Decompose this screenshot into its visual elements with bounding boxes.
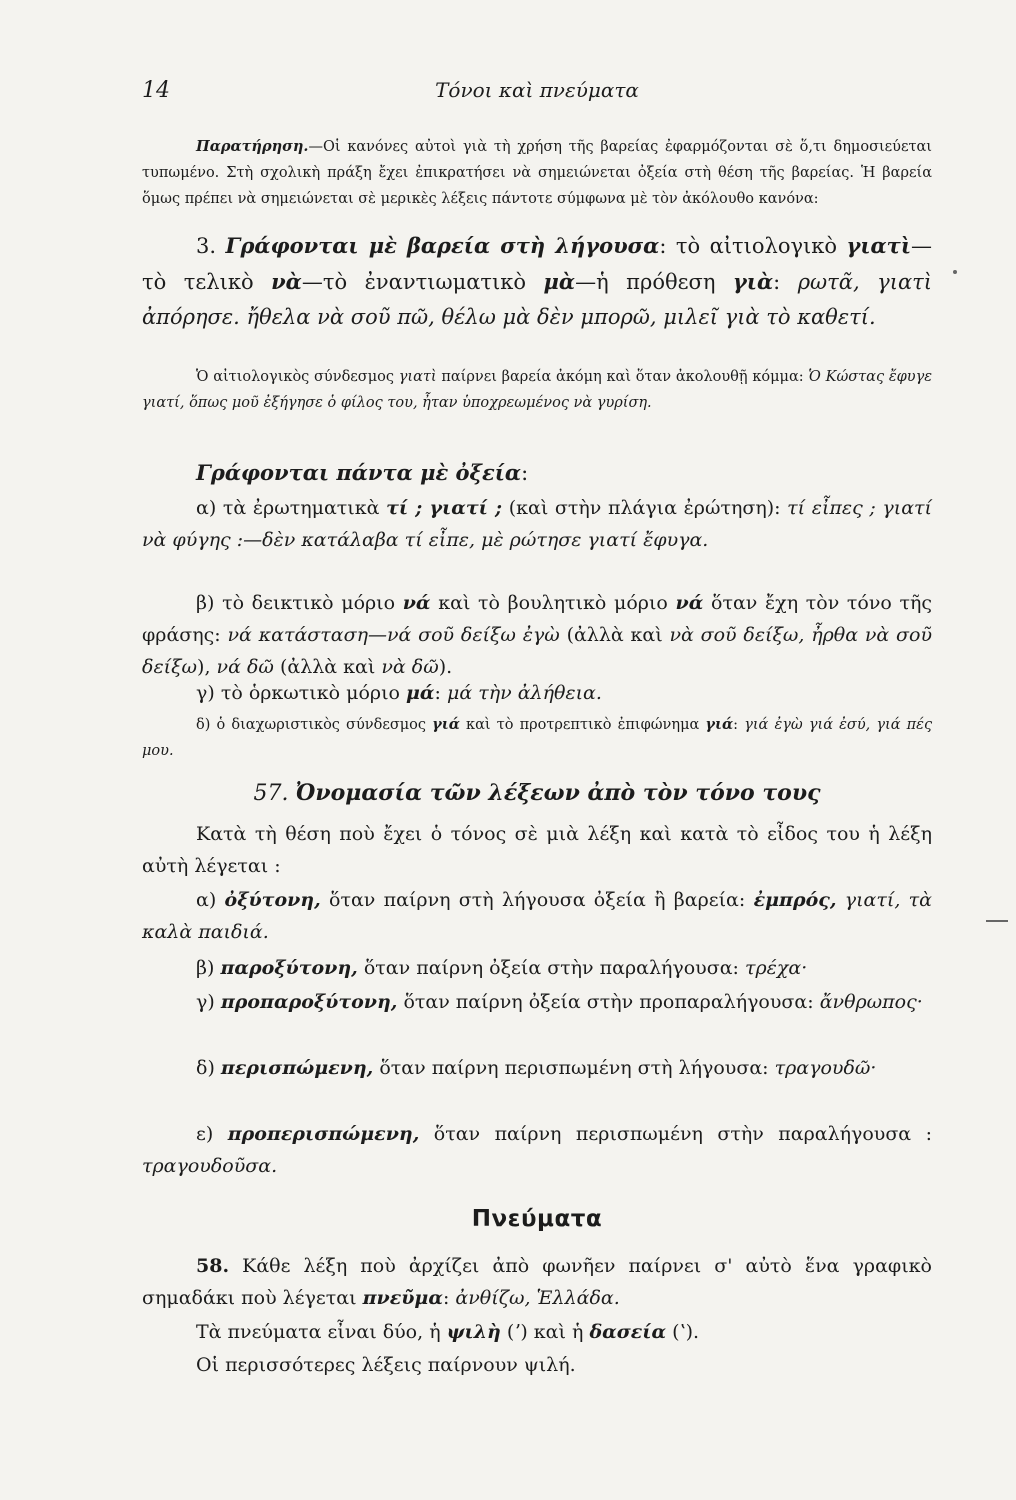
page-number: 14 [142, 78, 170, 103]
item-example-bold: ἐμπρός, [753, 889, 837, 911]
pneumata-types-paragraph [142, 1316, 932, 1348]
section-57-number: 57. [253, 781, 289, 806]
item-word: τί ; γιατί ; [386, 497, 503, 519]
scan-dot [953, 270, 957, 274]
item-term: προπερισπώμενη, [227, 1123, 420, 1145]
oxeia-item-d [142, 712, 932, 764]
paragraph-58 [142, 1250, 932, 1314]
item-text: : [733, 717, 739, 733]
item-example: μά τὴν ἀλήθεια. [447, 682, 602, 704]
item-label: α) [196, 497, 217, 519]
paragraph-58-text: Κάθε λέξη ποὺ ἀρχίζει ἀπὸ φωνῆεν παίρνει σ' αὐτὸ ἕνα γραφικὸ σημαδάκι ποὺ λέγεται [142, 1255, 932, 1309]
item-text: καὶ τὸ προτρεπτικὸ ἐπιφώνημα [466, 717, 700, 733]
pneumata-term: δασεία [589, 1321, 667, 1343]
note-paragraph [142, 134, 932, 212]
item-text: ὅταν παίρνη ὀξεία στὴν προπαραλήγουσα: [403, 991, 814, 1013]
page-header [142, 78, 932, 108]
note-label: Παρατήρηση. [196, 138, 309, 155]
rule-3-note [142, 364, 932, 416]
item-text: τὰ ἐρωτηματικὰ [222, 497, 380, 519]
section-57-heading [142, 780, 932, 806]
rule-3-word: νὰ [271, 269, 302, 294]
scan-mark [986, 920, 1008, 922]
item-text: ὅταν παίρνη ὀξεία στὴν παραλήγουσα: [363, 957, 739, 979]
item-term: περισπώμενη, [220, 1057, 374, 1079]
rule-3-text: : τὸ αἰτιολογικὸ [659, 234, 838, 258]
note-text: —Οἱ κανόνες αὐτοὶ γιὰ τὴ χρήση τῆς βαρείας ἐφαρμόζονται σὲ ὅ,τι δημοσιεύεται τυπωμένο. Στὴ σχολικὴ πράξη ἔχει ἐπικρατήσει νὰ σημειώνεται ὀξεία στὴ θέση τῆς βαρείας. Ἡ βαρεία ὅμως πρέπει νὰ σημειώνεται σὲ μερικὲς λέξεις πάντοτε σύμφωνα μὲ τὸν ἀκόλουθο κανόνα: [142, 139, 932, 207]
item-example: τρέχα· [744, 957, 808, 979]
item-example: νὰ δῶ [381, 656, 439, 678]
oxeia-heading-text: Γράφονται πάντα μὲ ὀξεία [196, 460, 522, 485]
rule-3-number: 3. [196, 234, 217, 258]
rule-3-examples: ρωτᾶ, γιατὶ ἀπόρησε. ἤθελα νὰ σοῦ πῶ, θέλω μὰ δὲν μπορῶ, μιλεῖ γιὰ τὸ καθετί. [142, 270, 932, 329]
item-text: ). [438, 656, 453, 678]
section-57-title: Ὀνομασία τῶν λέξεων ἀπὸ τὸν τόνο τους [295, 780, 821, 806]
rule-3-note-text: Ὁ αἰτιολογικὸς σύνδεσμος [196, 369, 394, 385]
rule-3-word: γιὰ [732, 269, 774, 294]
rule-3-heading: Γράφονται μὲ βαρεία στὴ λήγουσα [225, 233, 660, 258]
item-label: δ) [196, 1057, 215, 1079]
item-text: ὅταν ἔχη τὸν τόνο τῆς φράσης: [142, 592, 933, 646]
item-word: γιά [432, 716, 460, 733]
pneumata-text: Τὰ πνεύματα εἶναι δύο, ἡ [196, 1321, 441, 1343]
item-example: νά δῶ [216, 656, 274, 678]
item-text: τὸ δεικτικὸ μόριο [222, 592, 396, 614]
rule-3-word: γιατὶ [846, 233, 911, 258]
pneumata-text: (ʼ) καὶ ἡ [506, 1321, 584, 1343]
item-example: ἄνθρωπος· [819, 991, 923, 1013]
item-text: τὸ ὁρκωτικὸ μόριο [220, 682, 400, 704]
rule-3-text: —τὸ τελικὸ [142, 234, 932, 294]
paragraph-58-example: ἀνθίζω, Ἑλλάδα. [455, 1287, 620, 1309]
section-57-item-d [142, 1052, 932, 1084]
rule-3-word: μὰ [543, 269, 576, 294]
section-57-intro [142, 818, 932, 882]
item-label: δ) [196, 717, 211, 733]
item-text: ὁ διαχωριστικὸς σύνδεσμος [216, 717, 427, 733]
item-example: γιατί, τὰ καλὰ παιδιά. [142, 889, 933, 943]
item-text: (ἀλλὰ καὶ [566, 624, 663, 646]
item-example: τραγουδοῦσα. [142, 1155, 278, 1177]
rule-3-paragraph [142, 228, 932, 335]
item-example: τραγουδῶ· [774, 1057, 877, 1079]
item-label: α) [196, 889, 217, 911]
rule-3-note-word: γιατὶ [398, 369, 437, 385]
item-label: γ) [196, 991, 215, 1013]
item-label: ε) [196, 1123, 214, 1145]
item-term: παροξύτονη, [220, 957, 358, 979]
section-57-item-a [142, 884, 932, 948]
item-text: (ἀλλὰ καὶ [279, 656, 376, 678]
paragraph-58-text: : [442, 1287, 450, 1309]
oxeia-item-a [142, 492, 932, 556]
oxeia-item-c [142, 677, 932, 709]
section-57-item-b [142, 952, 932, 984]
item-word: γιά [705, 716, 734, 733]
pneumata-text: (ʽ). [672, 1321, 700, 1343]
rule-3-text: —ἡ πρόθεση [575, 270, 716, 294]
item-text: : [434, 682, 441, 704]
section-57-intro-text: Κατὰ τὴ θέση ποὺ ἔχει ὁ τόνος σὲ μιὰ λέξη καὶ κατὰ τὸ εἶδος του ἡ λέξη αὐτὴ λέγεται : [142, 823, 932, 877]
rule-3-text: : [773, 270, 781, 294]
pneumata-text: Οἱ περισσότερες λέξεις παίρνουν ψιλή. [196, 1354, 576, 1376]
item-example: τί εἶπες ; γιατί νὰ φύγης :—δὲν κατάλαβα τί εἶπε, μὲ ρώτησε γιατί ἔφυγα. [142, 497, 932, 551]
section-57-item-c [142, 986, 932, 1018]
item-word: νά [675, 592, 704, 614]
paragraph-58-term: πνεῦμα [362, 1287, 443, 1309]
pneumata-last-paragraph [142, 1349, 932, 1381]
item-word: νά [402, 592, 431, 614]
item-text: ὅταν παίρνη περισπωμένη στὴν παραλήγουσα : [433, 1123, 932, 1145]
rule-3-note-text: παίρνει βαρεία ἀκόμη καὶ ὅταν ἀκολουθῇ κόμμα: [441, 369, 804, 385]
item-example: γιά ἐγὼ γιά ἐσύ, γιά πές μου. [142, 717, 933, 759]
item-word: μά [406, 682, 435, 704]
running-title: Τόνοι καὶ πνεύματα [435, 78, 639, 102]
item-text: καὶ τὸ βουλητικὸ μόριο [438, 592, 668, 614]
item-label: γ) [196, 682, 215, 704]
item-term: ὀξύτονη, [224, 889, 321, 911]
section-57-item-e [142, 1118, 932, 1182]
item-term: προπαροξύτονη, [220, 991, 398, 1013]
oxeia-heading-colon: : [521, 461, 529, 485]
item-text: ὅταν παίρνη περισπωμένη στὴ λήγουσα: [379, 1057, 769, 1079]
oxeia-item-b [142, 587, 932, 683]
item-text: ὅταν παίρνη στὴ λήγουσα ὀξεία ἢ βαρεία: [329, 889, 746, 911]
rule-3-note-example: Ὁ Κώστας ἔφυγε γιατί, ὅπως μοῦ ἐξήγησε ὁ φίλος του, ἦταν ὑποχρεωμένος νὰ γυρίση. [142, 369, 933, 411]
item-text: (καὶ στὴν πλάγια ἐρώτηση): [508, 497, 781, 519]
item-example: νά κατάσταση—νά σοῦ δείξω ἐγὼ [227, 624, 560, 646]
item-label: β) [196, 592, 215, 614]
paragraph-58-number: 58. [196, 1255, 230, 1277]
oxeia-heading [142, 455, 932, 491]
pneumata-term: ψιλὴ [446, 1321, 501, 1343]
pneumata-heading: Πνεύματα [471, 1206, 603, 1232]
item-label: β) [196, 957, 215, 979]
item-example: νὰ σοῦ δείξω, ἦρθα νὰ σοῦ δείξω [142, 624, 932, 678]
rule-3-text: —τὸ ἐναντιωματικὸ [301, 270, 527, 294]
item-text: ), [197, 656, 211, 678]
